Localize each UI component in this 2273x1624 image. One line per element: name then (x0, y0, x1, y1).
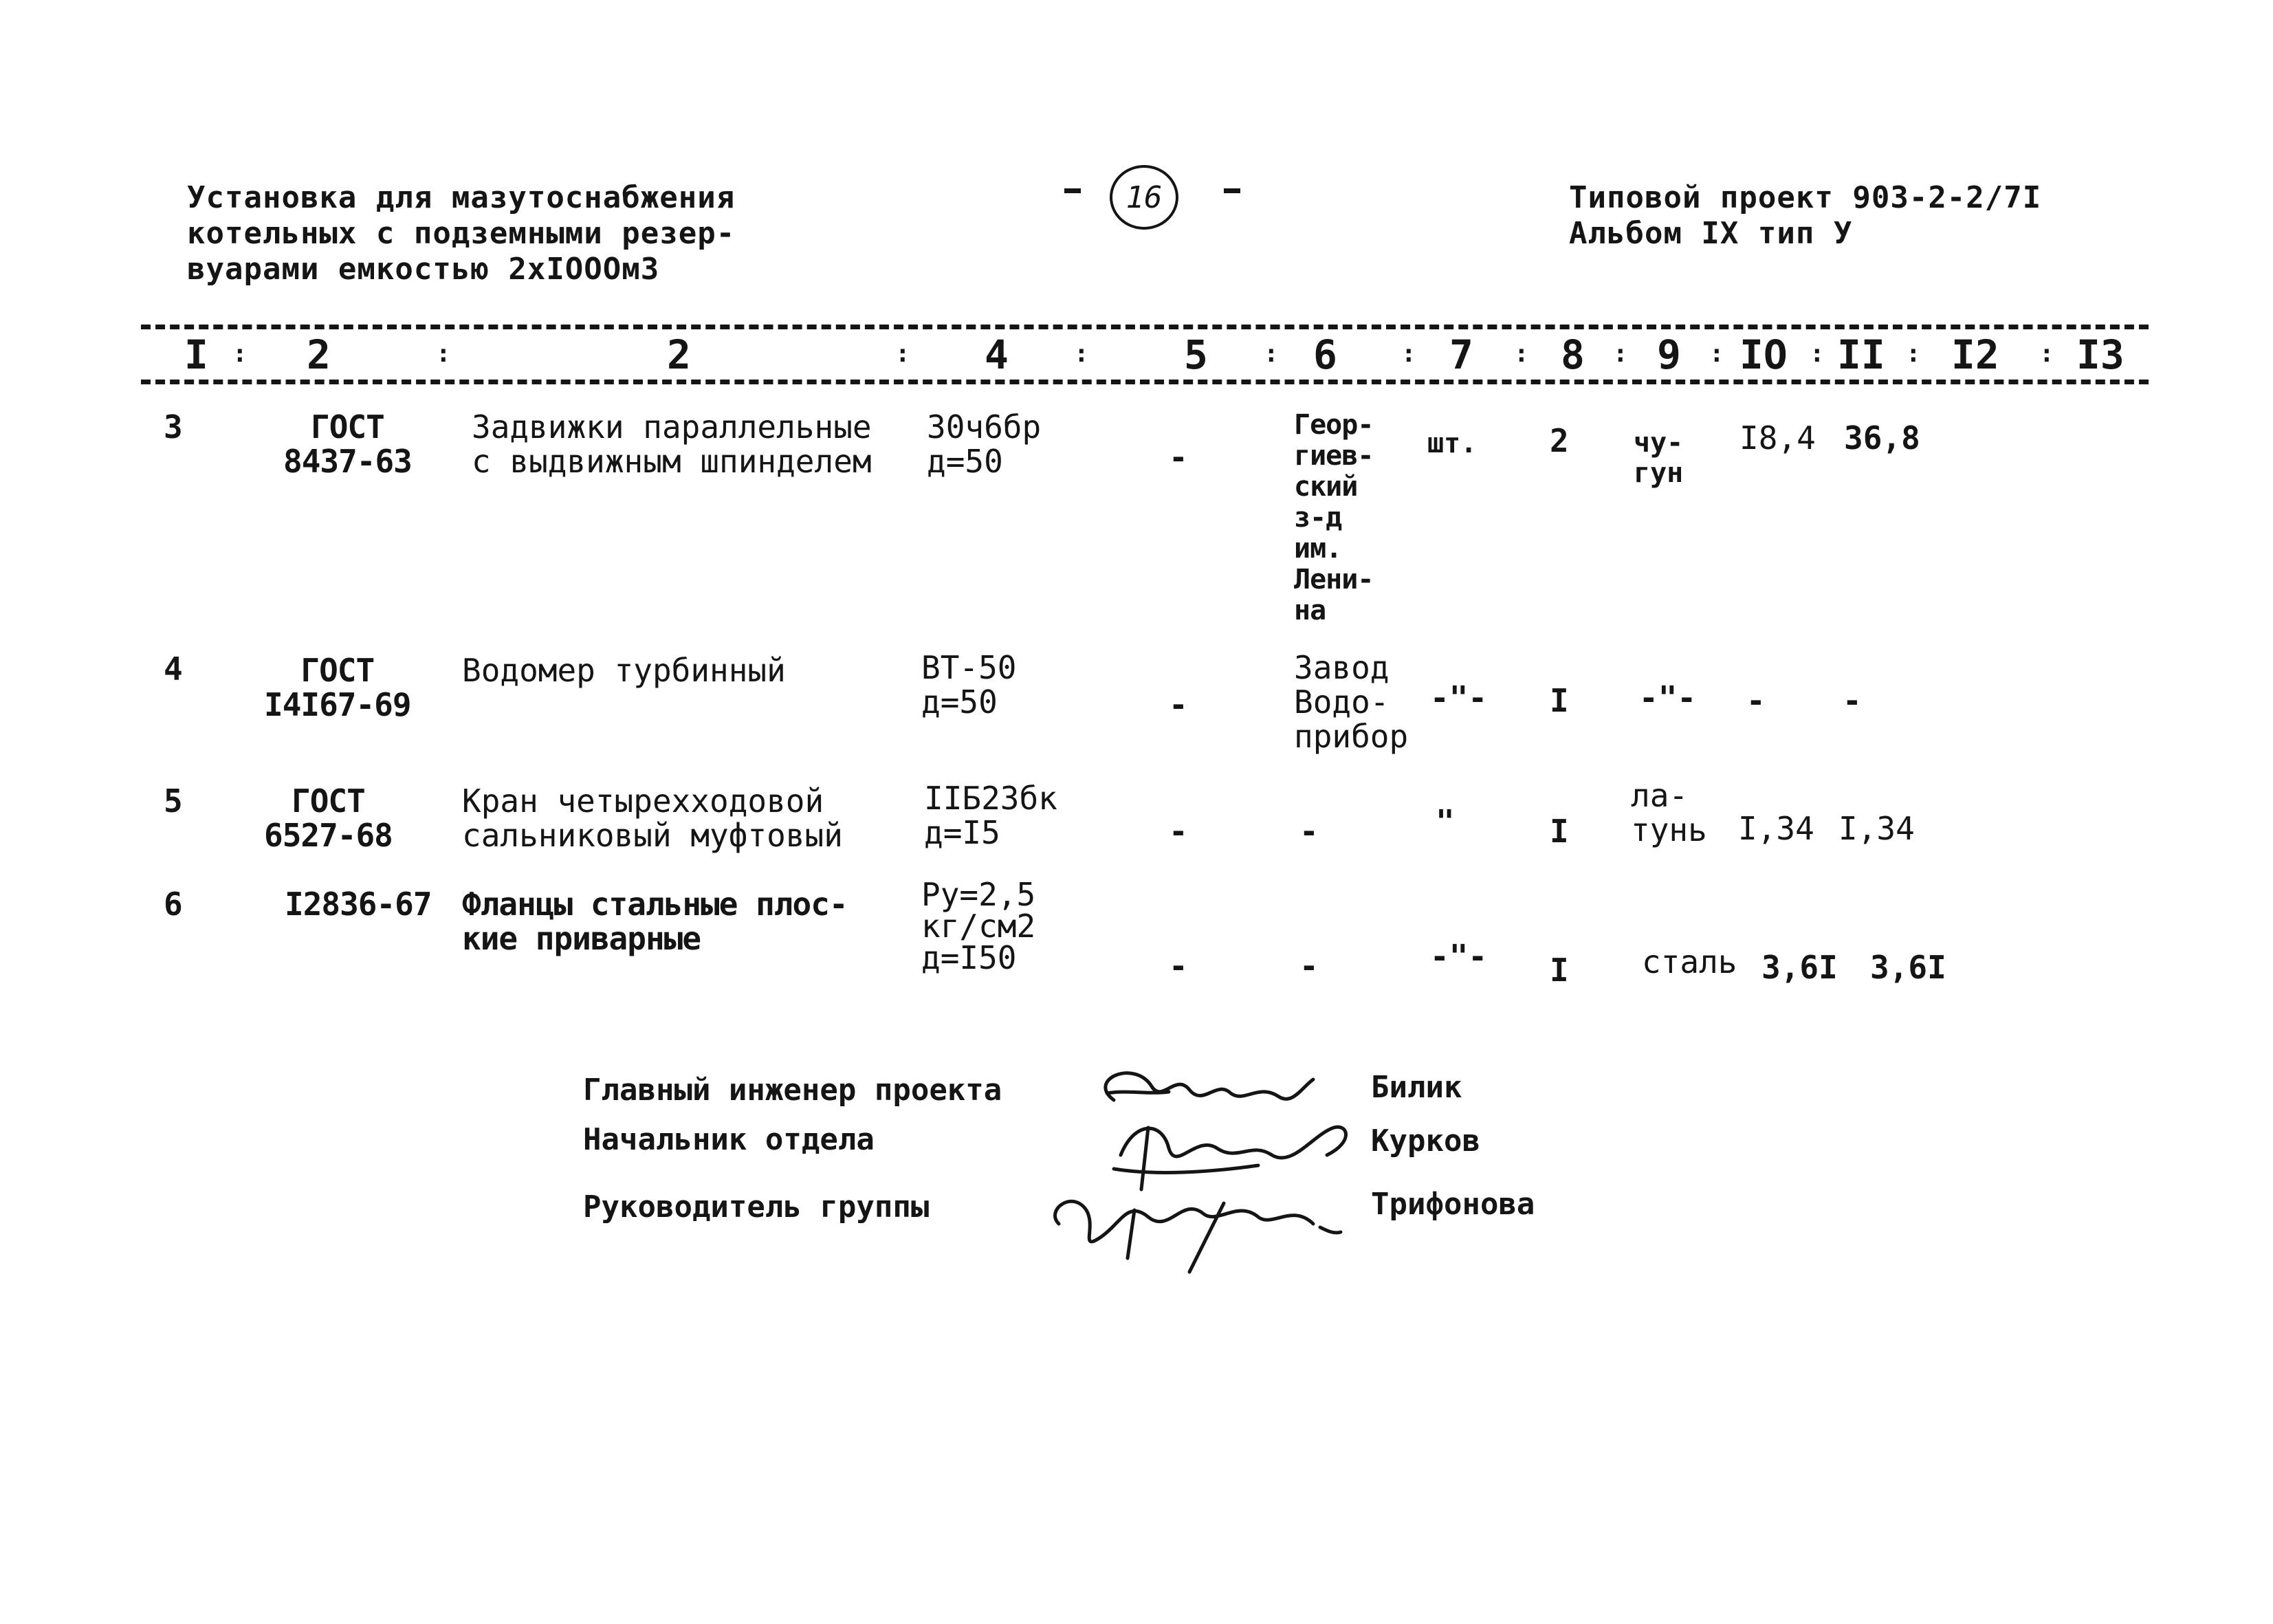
project-number: Типовой проект 903-2-2/7I (1569, 180, 2042, 215)
unit: шт. (1427, 428, 1478, 459)
table-header-bottom-rule (141, 380, 2149, 384)
column-separator: : (1401, 340, 1416, 368)
item-name: Задвижки параллельные с выдвижным шпинделем (472, 408, 872, 480)
row-number: 5 (164, 782, 183, 820)
page-number-dash-right (1224, 188, 1240, 193)
column-separator: : (232, 340, 248, 368)
col5-value: - (1169, 947, 1188, 985)
manufacturer: - (1299, 813, 1319, 850)
column-header-13: I3 (2076, 331, 2124, 378)
column-header-1: I (184, 331, 208, 378)
column-separator: : (2039, 340, 2054, 368)
column-header-4: 4 (985, 331, 1009, 378)
document-title (187, 180, 735, 287)
handwritten-signatures (1031, 1052, 1375, 1279)
signoff-role-chief-engineer: Главный инженер проекта (583, 1073, 1002, 1108)
column-header-3: 2 (667, 331, 691, 378)
column-separator: : (436, 340, 451, 368)
unit: " (1436, 803, 1455, 840)
quantity: 2 (1550, 422, 1569, 459)
page-number: 16 (1110, 165, 1178, 230)
column-separator: : (895, 340, 910, 368)
total-weight: 36,8 (1844, 419, 1920, 457)
unit-weight: I,34 (1738, 810, 1814, 847)
column-header-9: 9 (1657, 331, 1681, 378)
unit-weight: - (1746, 682, 1766, 719)
column-header-7: 7 (1449, 331, 1473, 378)
gost-code: ГОСТ 8437-63 (283, 408, 412, 480)
unit: -"- (1430, 938, 1488, 975)
total-weight: I,34 (1838, 810, 1915, 847)
material: -"- (1639, 679, 1697, 716)
column-separator: : (1810, 340, 1825, 368)
quantity: I (1550, 952, 1569, 989)
unit: -"- (1430, 679, 1488, 716)
item-name: Фланцы стальные плос- кие приварные (462, 886, 848, 957)
column-header-5: 5 (1184, 331, 1208, 378)
item-name: Кран четырехходовой сальниковый муфтовый (462, 782, 843, 854)
manufacturer: Геор- гиев- ский з-д им. Лени- на (1294, 409, 1374, 626)
signoff-role-group-leader: Руководитель группы (583, 1189, 930, 1225)
gost-code: ГОСТ 6527-68 (264, 782, 393, 854)
table-top-rule (141, 325, 2149, 329)
item-mark: Ру=2,5 кг/см2 д=I50 (921, 876, 1036, 976)
column-header-8: 8 (1561, 331, 1585, 378)
title-line-1: Установка для мазутоснабжения (187, 180, 736, 215)
total-weight: - (1843, 682, 1862, 719)
title-line-2: котельных с подземными резер- (187, 216, 736, 251)
manufacturer: - (1299, 947, 1319, 985)
signoff-name-head-of-department: Курков (1371, 1123, 1480, 1159)
column-separator: : (1709, 340, 1724, 368)
material: ла- тунь (1631, 777, 1707, 848)
row-number: 6 (164, 886, 183, 923)
item-mark: ВТ-50 д=50 (921, 649, 1017, 721)
column-separator: : (1613, 340, 1628, 368)
item-name: Водомер турбинный (462, 652, 786, 689)
item-mark: IIБ23бк д=I5 (924, 780, 1057, 851)
column-separator: : (1906, 340, 1921, 368)
col5-value: - (1169, 686, 1188, 723)
material: сталь (1642, 943, 1737, 980)
column-separator: : (1514, 340, 1529, 368)
row-number: 3 (164, 408, 183, 446)
column-separator: : (1074, 340, 1089, 368)
row-number: 4 (164, 650, 183, 688)
signoff-name-chief-engineer: Билик (1371, 1070, 1462, 1105)
signoff-name-group-leader: Трифонова (1371, 1187, 1535, 1222)
page-number-dash-left (1064, 188, 1081, 193)
material: чу- гун (1634, 427, 1684, 489)
column-header-10: IO (1739, 331, 1788, 378)
col5-value: - (1169, 439, 1188, 476)
manufacturer: Завод Водо- прибор (1294, 649, 1409, 755)
column-header-11: II (1837, 331, 1885, 378)
column-header-6: 6 (1313, 331, 1337, 378)
signoff-role-head-of-department: Начальник отдела (583, 1122, 875, 1157)
quantity: I (1550, 813, 1569, 850)
col5-value: - (1169, 813, 1188, 850)
total-weight: 3,6I (1870, 949, 1946, 986)
gost-code: I2836-67 (285, 886, 432, 923)
item-mark: 30ч6бр д=50 (927, 408, 1042, 480)
column-separator: : (1264, 340, 1279, 368)
title-line-3: вуарами емкостью 2хIOOOм3 (187, 252, 660, 287)
unit-weight: I8,4 (1739, 419, 1816, 457)
project-reference (1569, 180, 2041, 252)
gost-code: ГОСТ I4I67-69 (264, 652, 411, 723)
page-number-block (1064, 164, 1243, 230)
unit-weight: 3,6I (1761, 949, 1838, 986)
quantity: I (1550, 682, 1569, 719)
column-header-2: 2 (307, 331, 331, 378)
album-type: Альбом IX тип У (1569, 216, 1853, 251)
column-header-12: I2 (1951, 331, 1999, 378)
